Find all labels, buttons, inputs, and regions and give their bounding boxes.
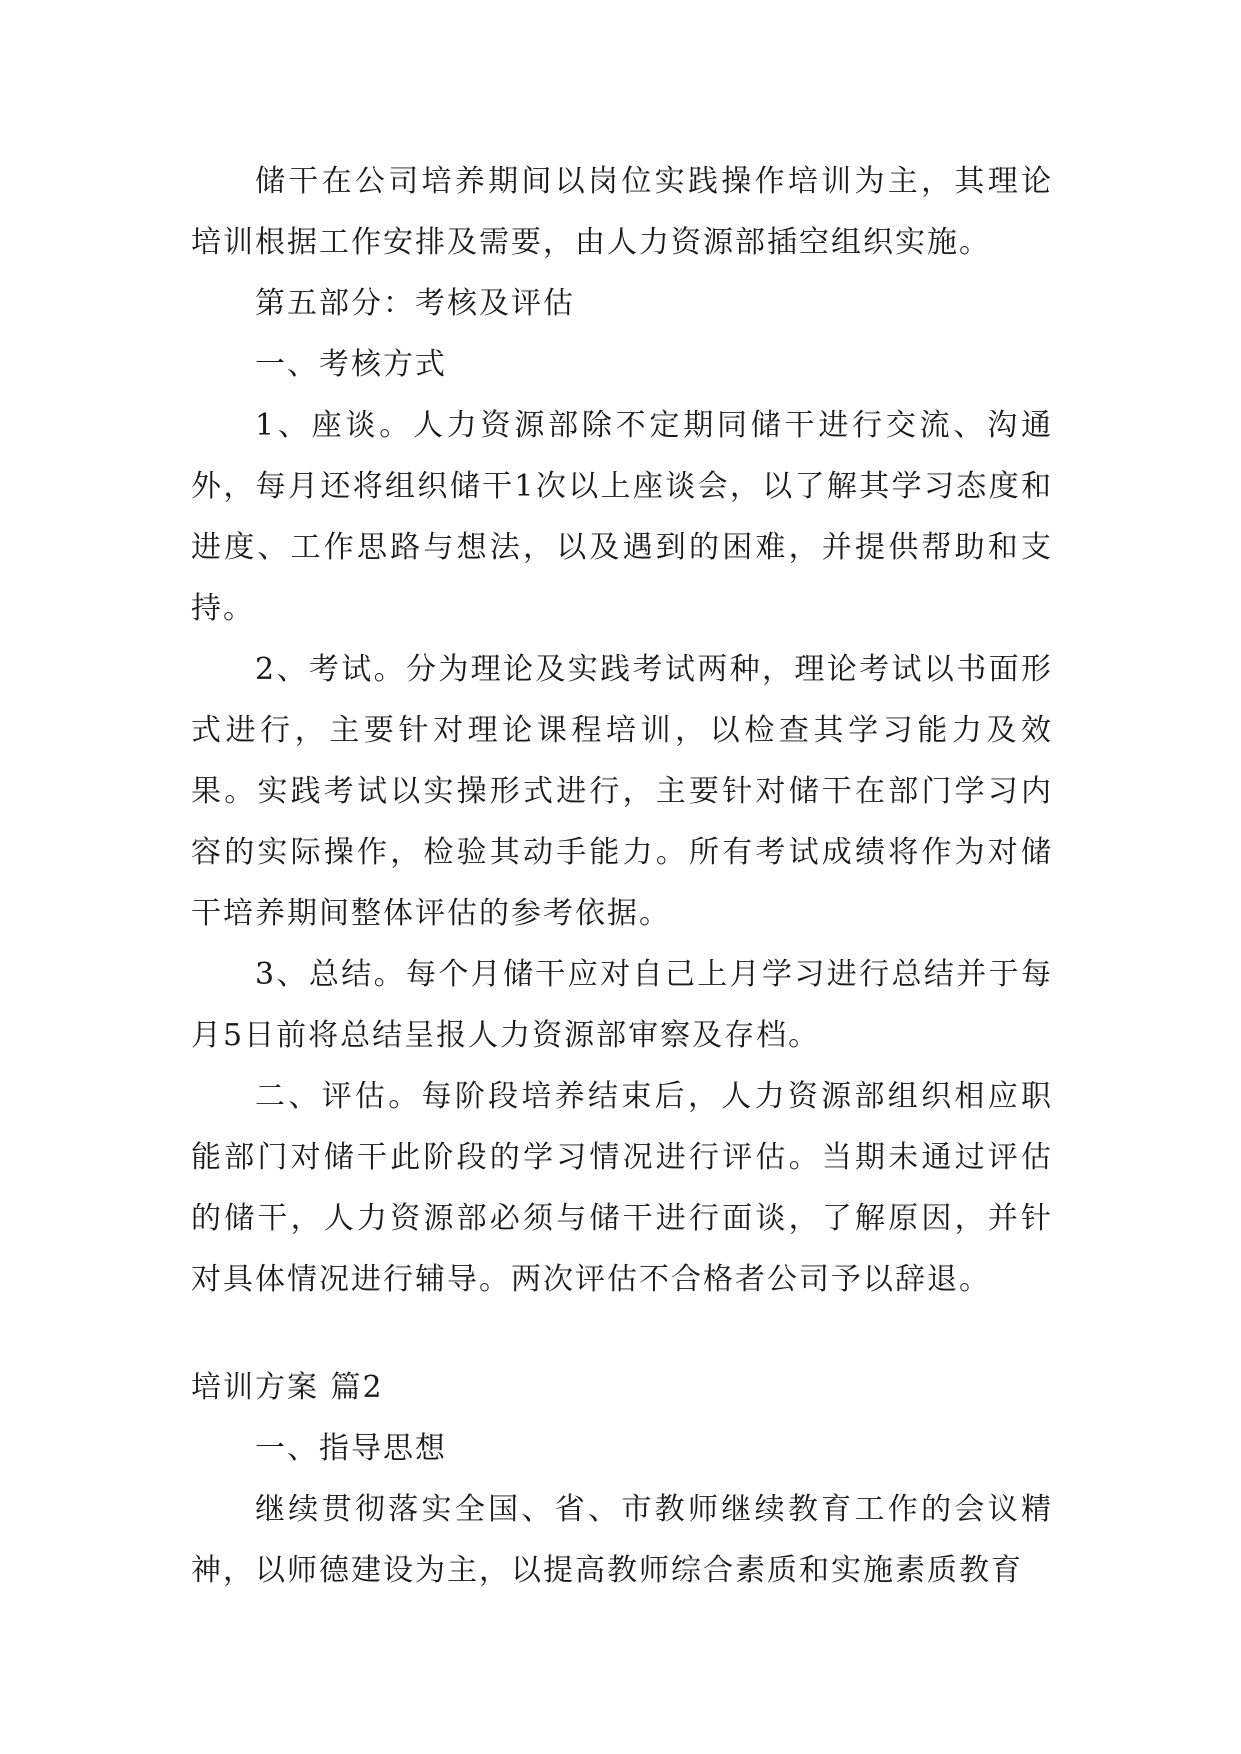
document-body <box>191 151 1053 1601</box>
paragraph-evaluation: 二、评估。每阶段培养结束后，人力资源部组织相应职能部门对储干此阶段的学习情况进行评估。当期未通过评估的储干，人力资源部必须与储干进行面谈，了解原因，并针对具体情况进行辅导。两次评估不合格者公司予以辞退。 <box>191 1079 1053 1297</box>
paragraph-theory-training: 储干在公司培养期间以岗位实践操作培训为主，其理论培训根据工作安排及需要，由人力资源部插空组织实施。 <box>191 164 1053 260</box>
heading-assessment-method: 一、考核方式 <box>255 347 447 382</box>
paragraph-exam: 2、考试。分为理论及实践考试两种，理论考试以书面形式进行，主要针对理论课程培训，以检查其学习能力及效果。实践考试以实操形式进行，主要针对储干在部门学习内容的实际操作，检验其动手能力。所有考试成绩将作为对储干培养期间整体评估的参考依据。 <box>191 652 1053 931</box>
heading-part-five: 第五部分：考核及评估 <box>255 286 575 321</box>
paragraph-guiding-ideology: 继续贯彻落实全国、省、市教师继续教育工作的会议精神，以师德建设为主，以提高教师综合素质和实施素质教育 <box>191 1492 1053 1588</box>
paragraph-summary: 3、总结。每个月储干应对自己上月学习进行总结并于每月5日前将总结呈报人力资源部审察及存档。 <box>191 957 1053 1053</box>
section-title: 培训方案 篇2 <box>191 1370 384 1405</box>
heading-guiding-ideology: 一、指导思想 <box>255 1431 447 1466</box>
paragraph-symposium: 1、座谈。人力资源部除不定期同储干进行交流、沟通外，每月还将组织储干1次以上座谈会，以了解其学习态度和进度、工作思路与想法，以及遇到的困难，并提供帮助和支持。 <box>191 408 1053 626</box>
